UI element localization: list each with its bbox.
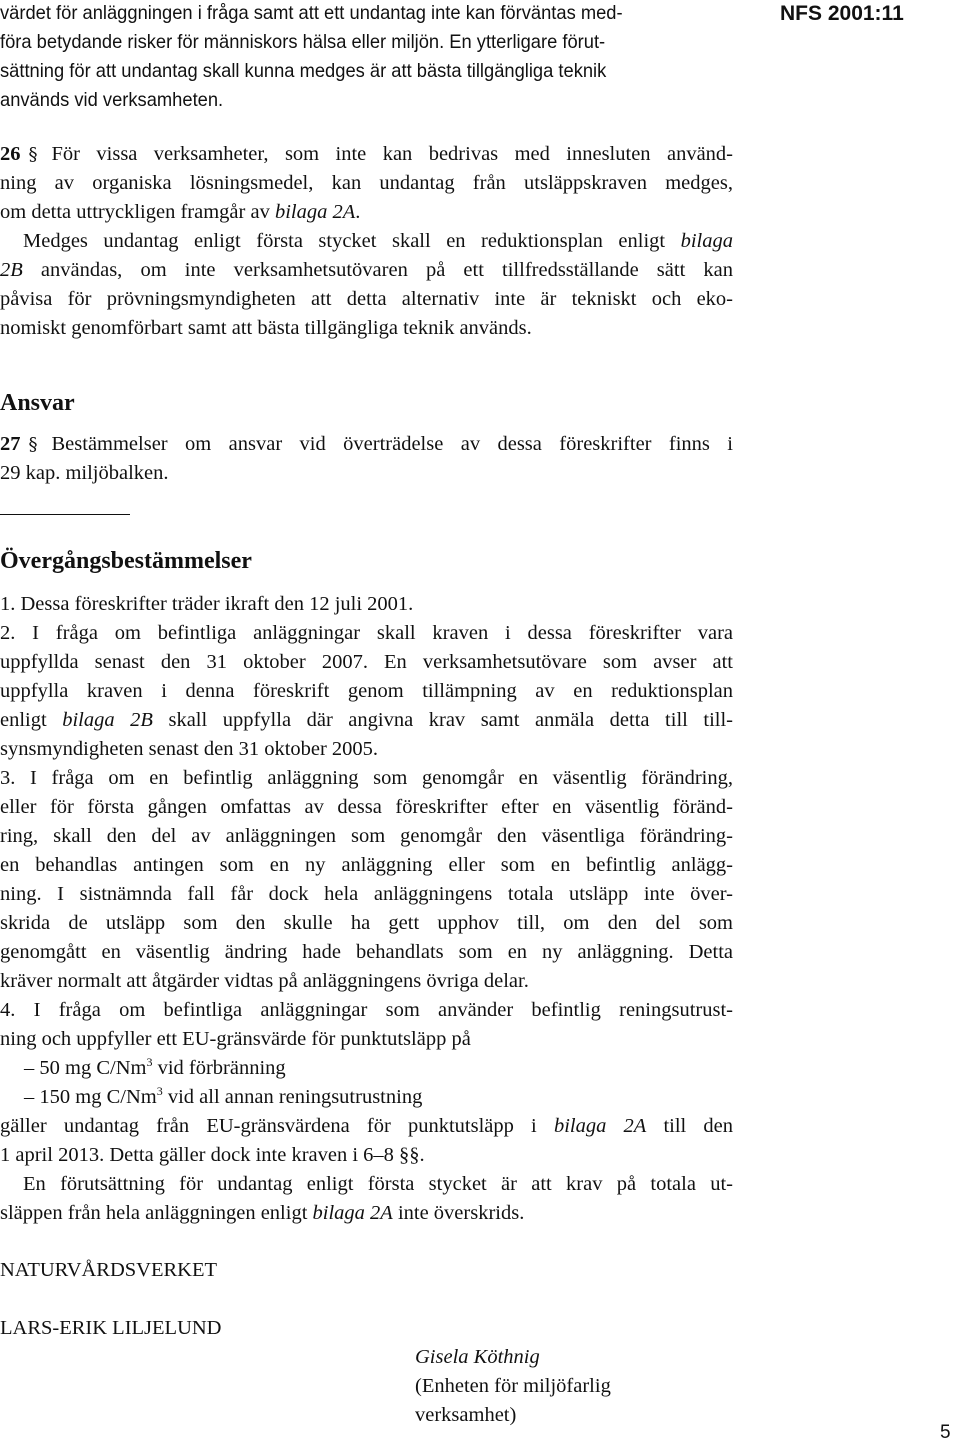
section-27-line-1: 27 § Bestämmelser om ansvar vid överträdelse av dessa föreskrifter finns i: [0, 433, 733, 455]
co-signer-unit-line-2: verksamhet): [415, 1404, 517, 1426]
agency-name: NATURVÅRDSVERKET: [0, 1259, 218, 1281]
section-number: 27: [0, 433, 21, 455]
annex-reference: bilaga 2B: [62, 709, 153, 731]
heading-ansvar: Ansvar: [0, 390, 75, 416]
section-26-text: För vissa verksamheter, som inte kan bedrivas med innesluten använd-: [51, 143, 733, 165]
provision-3-line-7: genomgått en väsentlig ändring hade behandlats som en ny anläggning. Detta: [0, 941, 733, 963]
provision-3-line-6: skrida de utsläpp som den skulle ha gett upphov till, om den del som: [0, 912, 733, 934]
annex-reference: bilaga: [680, 230, 733, 252]
provision-3-line-2: eller för första gången omfattas av dessa föreskrifter efter en väsentlig föränd-: [0, 796, 733, 818]
section-26-line-2: ning av organiska lösningsmedel, kan undantag från utsläppskraven medges,: [0, 172, 733, 194]
annex-reference: bilaga 2A: [312, 1202, 393, 1224]
provision-4-p2-line-2: släppen från hela anläggningen enligt bilaga 2A inte överskrids.: [0, 1202, 525, 1224]
provision-4-p2-line-1: En förutsättning för undantag enligt första stycket är att krav på totala ut-: [23, 1173, 733, 1195]
provision-4-line-4: 1 april 2013. Detta gäller dock inte kraven i 6–8 §§.: [0, 1144, 425, 1166]
annex-reference: bilaga 2A: [553, 1115, 647, 1137]
section-sign: §: [28, 434, 38, 455]
co-signer-unit-line-1: (Enheten för miljöfarlig: [415, 1375, 611, 1397]
section-26-p2-line-3: påvisa för prövningsmyndigheten att detta alternativ inte är tekniskt och eko-: [0, 288, 733, 310]
provision-2-line-5: synsmyndigheten senast den 31 oktober 2005.: [0, 738, 379, 760]
annex-reference: 2B: [0, 259, 23, 281]
provision-2-line-4: enligt bilaga 2B skall uppfylla där angivna krav samt anmäla detta till till-: [0, 709, 733, 731]
section-26-line-1: [0, 143, 733, 166]
provision-2-line-2: uppfyllda senast den 31 oktober 2007. En verksamhetsutövare som avser att: [0, 651, 733, 673]
limit-item-combustion: – 50 mg C/Nm$^3$ vid förbränning: [24, 1055, 286, 1079]
section-26-p2-line-4: nomiskt genomförbart samt att bästa tillgängliga teknik används.: [0, 317, 532, 339]
intro-line-3: sättning för att undantag skall kunna medges är att bästa tillgängliga teknik: [0, 60, 607, 82]
provision-2-line-3: uppfylla kraven i denna föreskrift genom tillämpning av en reduktionsplan: [0, 680, 733, 702]
provision-3-line-1: 3. I fråga om en befintlig anläggning som genomgår en väsentlig förändring,: [0, 767, 733, 789]
provision-1: 1. Dessa föreskrifter träder ikraft den 12 juli 2001.: [0, 593, 414, 615]
provision-4-line-3: gäller undantag från EU-gränsvärdena för punktutsläpp i bilaga 2A till den: [0, 1115, 733, 1137]
provision-3-line-4: en behandlas antingen som en ny anläggning eller som en befintlig anlägg-: [0, 854, 733, 876]
provision-2-line-1: 2. I fråga om befintliga anläggningar skall kraven i dessa föreskrifter vara: [0, 622, 733, 644]
section-26-line-3: om detta uttryckligen framgår av bilaga 2A.: [0, 201, 361, 223]
section-sign: §: [28, 144, 38, 165]
section-27-line-2: 29 kap. miljöbalken.: [0, 462, 169, 484]
provision-4-line-2: ning och uppfyller ett EU-gränsvärde för punktutsläpp på: [0, 1028, 471, 1050]
intro-line-1: värdet för anläggningen i fråga samt att ett undantag inte kan förväntas med-: [0, 2, 623, 24]
provision-4-line-1: 4. I fråga om befintliga anläggningar som använder befintlig reningsutrust-: [0, 999, 733, 1021]
signer-name: LARS-ERIK LILJELUND: [0, 1317, 222, 1339]
section-number: 26: [0, 143, 21, 165]
annex-reference: bilaga 2A: [274, 201, 356, 223]
section-26-p2-line-1: Medges undantag enligt första stycket skall en reduktionsplan enligt bilaga: [23, 230, 733, 252]
provision-3-line-3: ring, skall den del av anläggningen som genomgår den väsentliga förändring-: [0, 825, 733, 847]
page-number: 5: [940, 1422, 951, 1443]
provision-3-line-5: ning. I sistnämnda fall får dock hela anläggningens totala utsläpp inte över-: [0, 883, 733, 905]
co-signer-name: Gisela Köthnig: [415, 1346, 540, 1368]
provision-3-line-8: kräver normalt att åtgärder vidtas på anläggningens övriga delar.: [0, 970, 529, 992]
separator-rule: [0, 514, 130, 515]
document-id: NFS 2001:11: [780, 2, 904, 25]
section-26-p2-line-2: 2B användas, om inte verksamhetsutövaren på ett tillfredsställande sätt kan: [0, 259, 733, 281]
intro-line-4: används vid verksamheten.: [0, 89, 224, 111]
heading-transitional-provisions: Övergångsbestämmelser: [0, 548, 252, 574]
limit-item-other-equipment: – 150 mg C/Nm$^3$ vid all annan reningsutrustning: [24, 1084, 423, 1108]
intro-line-2: föra betydande risker för människors hälsa eller miljön. En ytterligare förut-: [0, 31, 606, 53]
